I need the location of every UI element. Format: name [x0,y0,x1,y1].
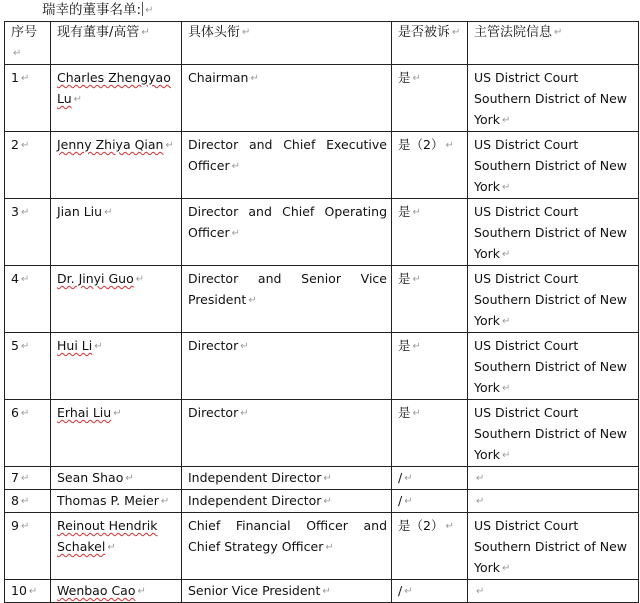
cell-name-text: Wenbao Cao [57,583,136,598]
table-row [5,513,639,580]
cell-court-text: US District Court Southern District of New York [474,137,627,194]
cell-sued-text: 是 [398,70,411,85]
cell-mark-icon: ↵ [141,27,150,38]
cell-title-text: Director and Senior Vice President [188,271,387,307]
cell-mark-icon: ↵ [13,48,22,59]
cell-mark-icon: ↵ [404,586,413,597]
cell-name [51,400,182,467]
cell-title-text: Chief Financial Officer and Chief Strategy Officer [188,518,387,554]
cell-court [468,513,639,580]
table-row [5,400,639,467]
cell-sued [392,580,468,603]
cell-name-text: Jian Liu [57,204,103,219]
cell-sued [392,400,468,467]
cell-title [182,400,392,467]
cell-sued [392,266,468,333]
cell-sued [392,490,468,513]
cell-mark-icon: ↵ [165,140,174,151]
header-cell-number: 序号↵ [5,22,51,65]
cell-court [468,400,639,467]
cell-mark-icon: ↵ [250,73,259,84]
table-row [5,580,639,603]
cell-number [5,580,51,603]
cell-number-text: 6 [11,405,19,420]
table-row [5,490,639,513]
cell-title [182,513,392,580]
cell-mark-icon: ↵ [445,140,454,151]
cell-name-text: Dr. Jinyi Guo [57,271,134,286]
table-row [5,467,639,490]
cell-mark-icon: ↵ [323,496,332,507]
cell-mark-icon: ↵ [412,341,421,352]
cell-sued-text: 是 [398,338,411,353]
cell-court [468,467,639,490]
cell-name-text: Sean Shao [57,470,124,485]
cell-mark-icon: ↵ [240,408,249,419]
cell-sued-text: / [398,493,403,508]
cell-sued-text: 是 [398,405,411,420]
cell-title [182,266,392,333]
cell-court-text: US District Court Southern District of New York [474,405,627,462]
cell-name-text: Thomas P. Meier [57,493,159,508]
cell-name-text: Erhai Liu [57,405,112,420]
cell-number [5,513,51,580]
cell-court-text: US District Court Southern District of New York [474,338,627,395]
cell-sued [392,467,468,490]
cell-mark-icon: ↵ [28,586,38,597]
document-heading [42,0,153,20]
cell-number [5,467,51,490]
cell-court-text: US District Court Southern District of New York [474,271,627,328]
cell-mark-icon: ↵ [104,207,113,218]
text-cursor [142,2,143,16]
cell-mark-icon: ↵ [502,115,511,126]
cell-number [5,132,51,199]
cell-name-text: Hui Li [57,338,93,353]
cell-number-text: 10 [11,583,27,598]
cell-mark-icon: ↵ [502,316,511,327]
table-header-row [5,22,639,65]
cell-title-text: Independent Director [188,493,322,508]
cell-mark-icon: ↵ [20,274,30,285]
cell-mark-icon: ↵ [476,586,485,597]
directors-table-body [5,22,639,603]
cell-sued-text: 是（2） [398,137,444,152]
cell-sued [392,513,468,580]
cell-mark-icon: ↵ [20,408,30,419]
cell-mark-icon: ↵ [231,161,241,172]
cell-number [5,65,51,132]
cell-title-text: Director and Chief Executive Officer [188,137,387,173]
cell-title [182,199,392,266]
cell-mark-icon: ↵ [135,274,145,285]
cell-title [182,490,392,513]
cell-court [468,333,639,400]
heading-text: 瑞幸的董事名单: [42,2,142,18]
cell-mark-icon: ↵ [73,94,83,105]
cell-mark-icon: ↵ [445,521,454,532]
cell-title-text: Independent Director [188,470,322,485]
cell-mark-icon: ↵ [20,496,30,507]
header-cell-court: 主管法院信息 ↵ [468,22,639,65]
cell-title-text: Director and Chief Operating Officer [188,204,387,240]
cell-number-text: 4 [11,271,19,286]
cell-mark-icon: ↵ [502,563,511,574]
cell-mark-icon: ↵ [323,473,332,484]
cell-court [468,65,639,132]
cell-mark-icon: ↵ [20,73,30,84]
table-row [5,132,639,199]
cell-sued [392,65,468,132]
cell-sued-text: / [398,583,403,598]
cell-court-text: US District Court Southern District of New York [474,204,627,261]
header-cell-title: 具体头衔 ↵ [182,22,392,65]
cell-mark-icon: ↵ [113,408,122,419]
cell-sued-text: 是（2） [398,518,444,533]
cell-name-text: Jenny Zhiya Qian [57,137,164,152]
cell-mark-icon: ↵ [248,295,257,306]
cell-name [51,199,182,266]
cell-mark-icon: ↵ [412,408,421,419]
cell-mark-icon: ↵ [231,228,241,239]
cell-title [182,333,392,400]
cell-mark-icon: ↵ [554,27,563,38]
cell-court-text: US District Court Southern District of New York [474,70,627,127]
cell-mark-icon: ↵ [502,450,511,461]
cell-sued-text: 是 [398,204,411,219]
cell-mark-icon: ↵ [412,73,421,84]
cell-name [51,266,182,333]
cell-number-text: 5 [11,338,19,353]
cell-number-text: 7 [11,470,19,485]
cell-court [468,580,639,603]
cell-mark-icon: ↵ [240,341,249,352]
cell-mark-icon: ↵ [20,341,30,352]
cell-mark-icon: ↵ [94,341,103,352]
cell-name [51,490,182,513]
cell-number-text: 3 [11,204,19,219]
cell-court [468,132,639,199]
cell-mark-icon: ↵ [452,27,461,38]
cell-name [51,467,182,490]
table-row [5,199,639,266]
cell-mark-icon: ↵ [20,521,30,532]
cell-name [51,333,182,400]
cell-number [5,199,51,266]
cell-name-text: Charles Zhengyao Lu [57,70,171,106]
directors-table [4,21,639,603]
cell-name [51,65,182,132]
cell-mark-icon: ↵ [502,383,511,394]
cell-mark-icon: ↵ [20,473,30,484]
cell-number [5,266,51,333]
cell-number [5,400,51,467]
paragraph-mark-icon: ↵ [145,5,154,16]
cell-court-text: US District Court Southern District of New York [474,518,627,575]
cell-mark-icon: ↵ [502,249,511,260]
cell-mark-icon: ↵ [242,27,251,38]
cell-sued-text: 是 [398,271,411,286]
cell-number-text: 2 [11,137,19,152]
cell-title-text: Director [188,338,239,353]
cell-mark-icon: ↵ [404,496,413,507]
cell-title [182,132,392,199]
cell-title [182,467,392,490]
cell-mark-icon: ↵ [125,473,134,484]
cell-number-text: 8 [11,493,19,508]
header-cell-sued: 是否被诉 ↵ [392,22,468,65]
cell-mark-icon: ↵ [137,586,146,597]
cell-mark-icon: ↵ [160,496,170,507]
cell-number-text: 1 [11,70,19,85]
cell-number [5,490,51,513]
cell-sued-text: / [398,470,403,485]
cell-number [5,333,51,400]
cell-mark-icon: ↵ [20,140,30,151]
cell-mark-icon: ↵ [502,182,511,193]
cell-sued [392,132,468,199]
cell-mark-icon: ↵ [325,542,334,553]
cell-title-text: Senior Vice President [188,583,321,598]
cell-court [468,199,639,266]
cell-number-text: 9 [11,518,19,533]
cell-mark-icon: ↵ [20,207,30,218]
cell-name [51,513,182,580]
cell-name [51,580,182,603]
cell-mark-icon: ↵ [412,274,421,285]
table-row [5,65,639,132]
header-cell-name: 现有董事/高管 ↵ [51,22,182,65]
cell-mark-icon: ↵ [322,586,331,597]
cell-sued [392,333,468,400]
cell-name-text: Reinout Hendrik Schakel [57,518,158,554]
cell-title-text: Director [188,405,239,420]
cell-name [51,132,182,199]
cell-title [182,580,392,603]
cell-title-text: Chairman [188,70,249,85]
cell-mark-icon: ↵ [404,473,413,484]
table-row [5,266,639,333]
cell-title [182,65,392,132]
table-row [5,333,639,400]
cell-court [468,490,639,513]
cell-court [468,266,639,333]
cell-sued [392,199,468,266]
cell-mark-icon: ↵ [412,207,421,218]
cell-mark-icon: ↵ [107,542,116,553]
cell-mark-icon: ↵ [476,496,485,507]
cell-mark-icon: ↵ [476,473,485,484]
